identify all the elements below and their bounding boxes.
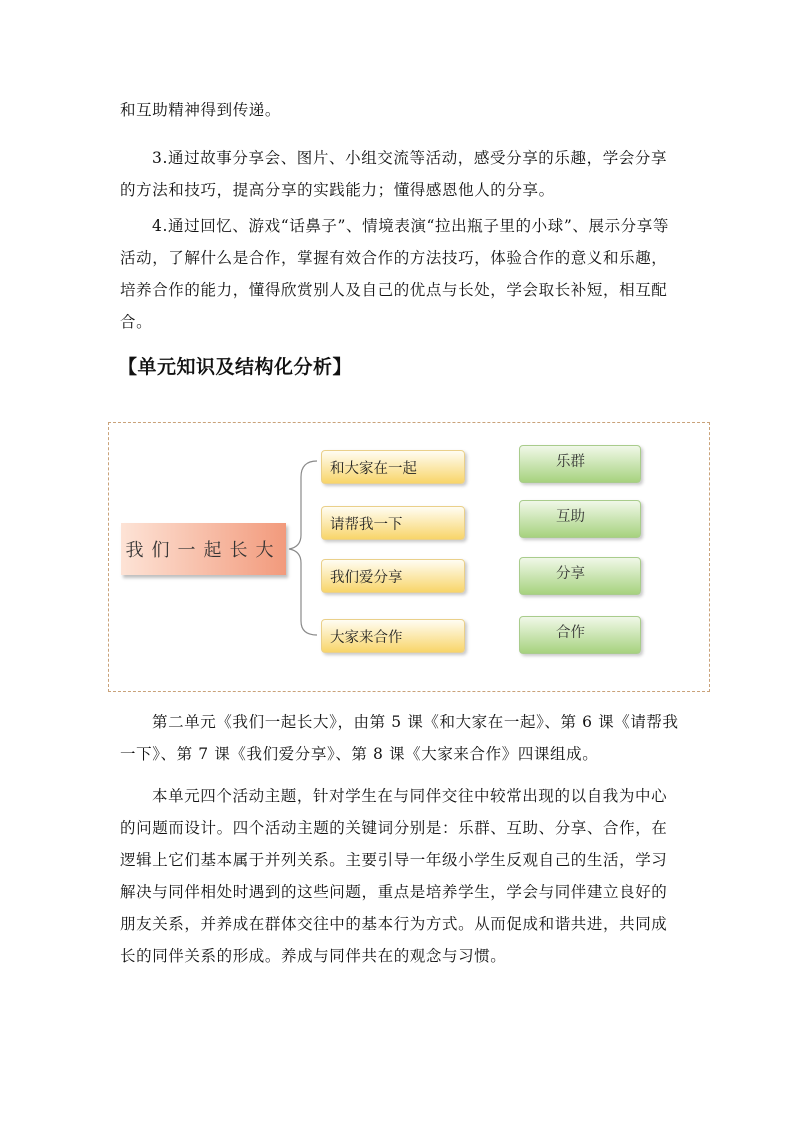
paragraph-objective-3: 3.通过故事分享会、图片、小组交流等活动，感受分享的乐趣，学会分享的方法和技巧，提高分享的实践能力；懂得感恩他人的分享。 xyxy=(120,149,668,199)
keyword-node-huzhu: 互助 xyxy=(519,500,641,538)
lesson-node-6: 请帮我一下 xyxy=(321,506,465,540)
lesson-node-8: 大家来合作 xyxy=(321,619,465,653)
keyword-node-hezuo: 合作 xyxy=(519,616,641,654)
section-heading: 【单元知识及结构化分析】 xyxy=(118,356,353,378)
structure-diagram xyxy=(108,422,710,692)
keyword-node-lequn: 乐群 xyxy=(519,445,641,483)
lesson-node-5: 和大家在一起 xyxy=(321,450,465,484)
diagram-root-node: 我们一起长大 xyxy=(121,523,286,575)
paragraph-objective-4: 4.通过回忆、游戏“话鼻子”、情境表演“拉出瓶子里的小球”、展示分享等活动，了解什么是合作，掌握有效合作的方法技巧，体验合作的意义和乐趣，培养合作的能力，懂得欣赏别人及自己的优点与长处，学会取长补短，相互配合。 xyxy=(120,217,669,331)
lesson-node-7: 我们爱分享 xyxy=(321,559,465,593)
paragraph-unit-analysis: 本单元四个活动主题，针对学生在与同伴交往中较常出现的以自我为中心的问题而设计。四个活动主题的关键词分别是：乐群、互助、分享、合作，在逻辑上它们基本属于并列关系。主要引导一年级小学生反观自己的生活，学习解决与同伴相处时遇到的这些问题，重点是培养学生，学会与同伴建立良好的朋友关系，并养成在群体交往中的基本行为方式。从而促成和谐共进，共同成长的同伴关系的形成。养成与同伴共在的观念与习惯。 xyxy=(120,787,668,965)
brace-connector xyxy=(285,457,325,637)
keyword-node-fenxiang: 分享 xyxy=(519,557,641,595)
paragraph-continuation: 和互助精神得到传递。 xyxy=(120,101,282,119)
paragraph-unit-composition: 第二单元《我们一起长大》，由第 5 课《和大家在一起》、第 6 课《请帮我一下》、第 7 课《我们爱分享》、第 8 课《大家来合作》四课组成。 xyxy=(120,713,679,763)
